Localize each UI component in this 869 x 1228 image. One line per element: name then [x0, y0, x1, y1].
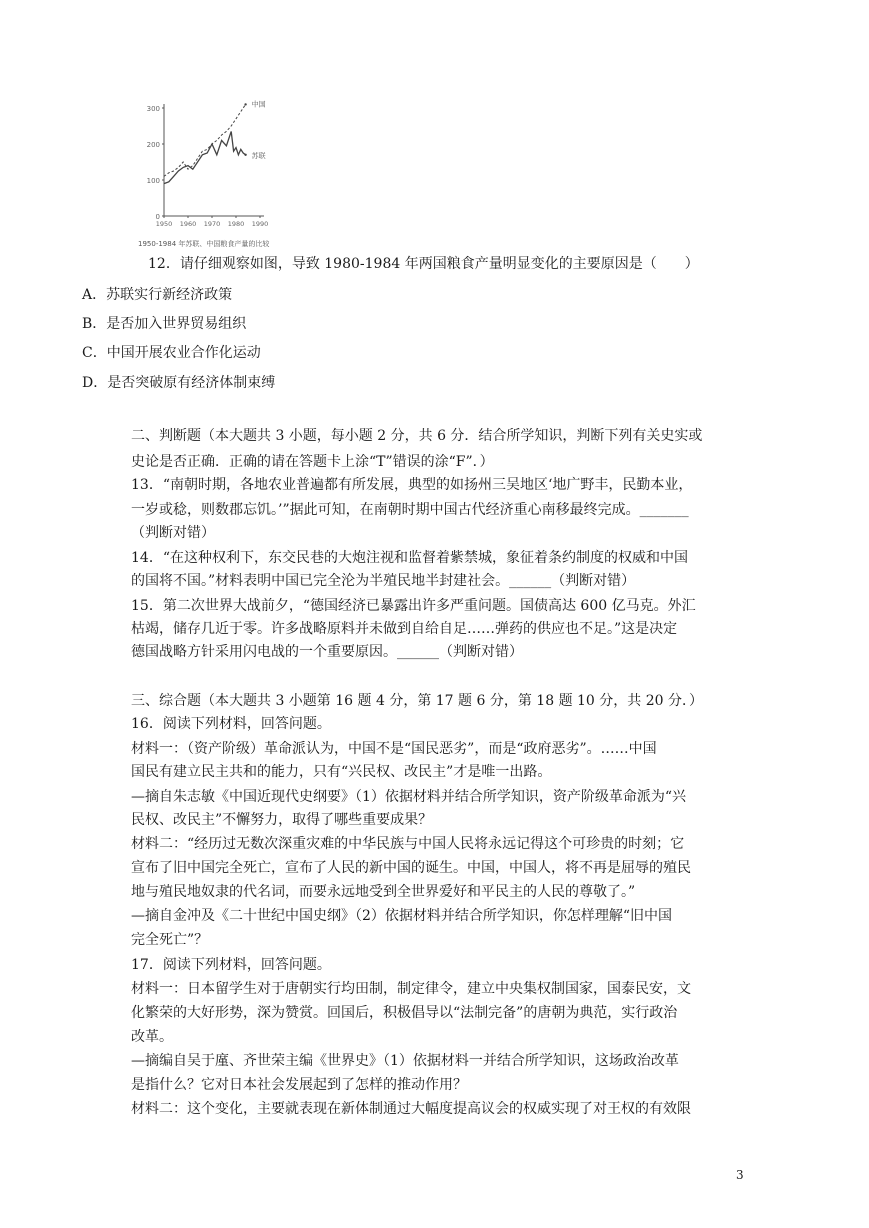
chart-svg — [136, 98, 296, 250]
series-label-china: 中国 — [251, 100, 266, 109]
section-2-heading: 二、判断题（本大题共 3 小题，每小题 2 分，共 6 分．结合所学知识，判断下列有关史实或 — [131, 428, 703, 444]
section-2-instruction: 史论是否正确．正确的请在答题卡上涂“T”错误的涂“F”．） — [131, 454, 494, 470]
option-a: A．苏联实行新经济政策 — [82, 287, 233, 303]
material-text: 材料二：“经历过无数次深重灾难的中华民族与中国人民将永远记得这个可珍贵的时刻；它 — [131, 836, 685, 852]
question-13-judge: （判断对错） — [131, 525, 215, 541]
material-text: 民权、改民主”不懈努力，取得了哪些重要成果？ — [131, 812, 433, 828]
material-text: 材料一：日本留学生对于唐朝实行均田制，制定律令，建立中央集权制国家，国泰民安，文 — [131, 981, 691, 997]
series-end-point — [244, 103, 246, 105]
material-text: 材料二：这个变化，主要就表现在新体制通过大幅度提高议会的权威实现了对王权的有效限 — [131, 1101, 691, 1117]
question-15-line: 德国战略方针采用闪电战的一个重要原因。______（判断对错） — [131, 644, 523, 660]
question-16-stem: 16．阅读下列材料，回答问题。 — [131, 716, 331, 732]
material-text: 国民有建立民主共和的能力，只有“兴民权、改民主”才是唯一出路。 — [131, 764, 552, 780]
question-14-line: 14．“在这种权利下，东交民巷的大炮注视和监督着紫禁城，象征着条约制度的权威和中国 — [131, 550, 688, 566]
question-15-line: 枯竭，储存几近于零。许多战略原料并未做到自给自足……弹药的供应也不足。”这是决定 — [131, 621, 678, 637]
grain-output-chart — [136, 98, 296, 250]
question-12-stem: 12．请仔细观察如图，导致 1980-1984 年两国粮食产量明显变化的主要原因是（ ） — [148, 256, 699, 272]
question-13-line: 13．“南朝时期，各地农业普遍都有所发展，典型的如扬州三吴地区‘地广野丰，民勤本业， — [131, 477, 693, 493]
series-end-point — [244, 154, 246, 156]
question-13-line: 一岁或稔，则数郡忘饥。’”据此可知，在南朝时期中国古代经济重心南移最终完成。_______ — [131, 502, 689, 518]
x-tick-label: 1970 — [203, 220, 221, 228]
section-3-heading: 三、综合题（本大题共 3 小题第 16 题 4 分，第 17 题 6 分，第 18 题 10 分，共 20 分．） — [131, 693, 703, 709]
x-tick-label: 1950 — [155, 220, 173, 228]
material-text: 材料一：（资产阶级）革命派认为，中国不是“国民恶劣”，而是“政府恶劣”。……中国 — [131, 741, 657, 757]
material-text: 是指什么？它对日本社会发展起到了怎样的推动作用？ — [131, 1077, 467, 1093]
material-text: —摘自朱志敏《中国近现代史纲要》（1）依据材料并结合所学知识，资产阶级革命派为“兴 — [131, 789, 687, 805]
material-text: —摘编自吴于廑、齐世荣主编《世界史》（1）依据材料一并结合所学知识，这场政治改革 — [131, 1053, 679, 1069]
question-15-line: 15．第二次世界大战前夕，“德国经济已暴露出许多严重问题。国债高达 600 亿马克。外汇 — [131, 598, 696, 614]
option-d: D．是否突破原有经济体制束缚 — [82, 375, 276, 391]
material-text: 改革。 — [131, 1029, 173, 1045]
material-text: 化繁荣的大好形势，深为赞赏。回国后，积极倡导以“法制完备”的唐朝为典范，实行政治 — [131, 1005, 678, 1021]
material-text: —摘自金冲及《二十世纪中国史纲》（2）依据材料并结合所学知识，你怎样理解“旧中国 — [131, 908, 673, 924]
option-b: B．是否加入世界贸易组织 — [82, 316, 247, 332]
y-tick-label: 100 — [146, 177, 160, 185]
chart-caption: 1950-1984 年苏联、中国粮食产量的比较 — [138, 240, 270, 248]
series-line-0 — [164, 104, 246, 176]
x-tick-label: 1960 — [179, 220, 197, 228]
y-tick-label: 200 — [146, 141, 160, 149]
question-14-line: 的国将不国。”材料表明中国已完全沦为半殖民地半封建社会。______（判断对错） — [131, 573, 636, 589]
material-text: 宣布了旧中国完全死亡，宣布了人民的新中国的诞生。中国，中国人，将不再是屈辱的殖民 — [131, 860, 691, 876]
material-text: 完全死亡”？ — [131, 932, 209, 948]
page-number: 3 — [736, 1168, 744, 1182]
series-line-1 — [164, 131, 246, 183]
material-text: 地与殖民地奴隶的代名词，而要永远地受到全世界爱好和平民主的人民的尊敬了。” — [131, 884, 636, 900]
x-tick-label: 1990 — [251, 220, 269, 228]
question-17-stem: 17．阅读下列材料，回答问题。 — [131, 957, 331, 973]
option-c: C．中国开展农业合作化运动 — [82, 345, 261, 361]
x-tick-label: 1980 — [227, 220, 245, 228]
series-label-ussr: 苏联 — [251, 151, 266, 160]
y-tick-label: 0 — [155, 213, 160, 221]
y-tick-label: 300 — [146, 105, 160, 113]
